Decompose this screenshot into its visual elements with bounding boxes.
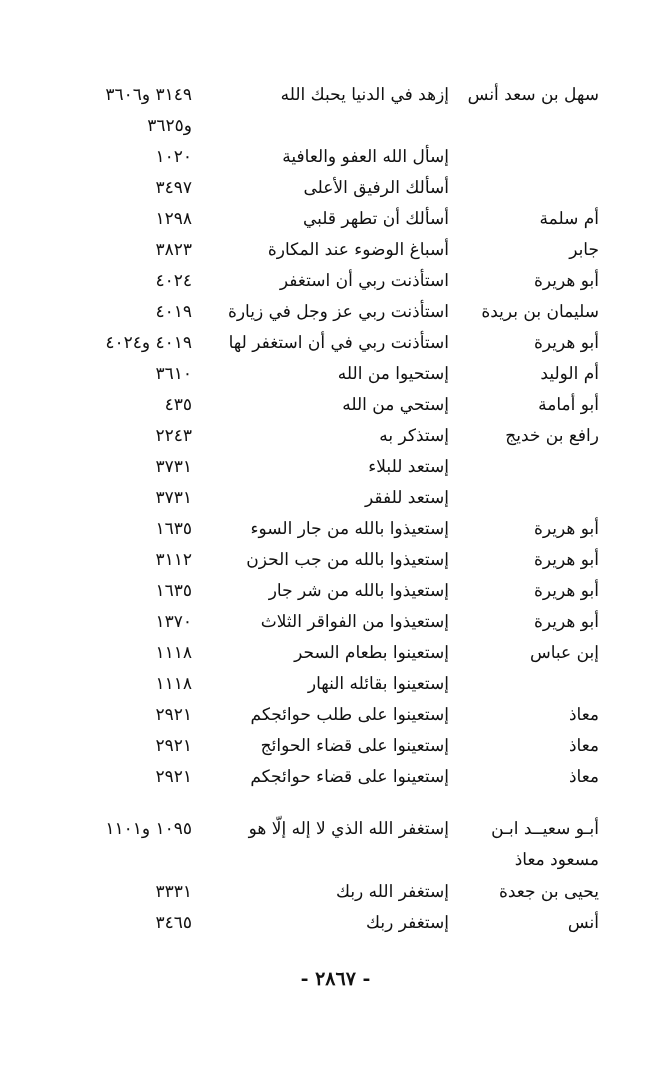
hadith-numbers: ٣٧٣١ (155, 488, 192, 508)
index-row (0, 142, 671, 172)
hadith-text: إستعينوا بطعام السحر (294, 643, 449, 663)
narrator: أبو هريرة (533, 333, 599, 353)
hadith-numbers: ٢٢٤٣ (155, 426, 192, 446)
hadith-numbers: ٣٤٩٧ (155, 178, 192, 198)
narrator: مسعود معاذ (514, 850, 599, 870)
hadith-numbers: ٤٠١٩ و٤٠٢٤ (105, 333, 192, 353)
hadith-text: إستعينوا بقائله النهار (307, 674, 449, 694)
hadith-numbers: ١٣٧٠ (155, 612, 192, 632)
index-row (0, 669, 671, 699)
narrator: سليمان بن بريدة (481, 302, 599, 322)
index-row (0, 452, 671, 482)
index-row (0, 607, 671, 637)
hadith-numbers: ٢٩٢١ (155, 736, 192, 756)
hadith-text (199, 111, 449, 141)
hadith-text: أسباغ الوضوء عند المكارة (267, 240, 449, 260)
narrator: أبو هريرة (533, 550, 599, 570)
narrator: معاذ (568, 736, 599, 756)
hadith-text: أسألك الرفيق الأعلى (303, 178, 449, 198)
index-row (0, 80, 671, 110)
hadith-numbers: ١٠٢٠ (155, 147, 192, 167)
hadith-text: إستعيذوا بالله من جب الحزن (246, 550, 449, 570)
narrator: معاذ (568, 705, 599, 725)
hadith-text: استأذنت ربي في أن استغفر لها (228, 333, 449, 353)
hadith-text: استأذنت ربي أن استغفر (279, 271, 449, 291)
hadith-text: إستعد للفقر (364, 488, 449, 508)
hadith-numbers: و٣٦٢٥ (147, 116, 192, 136)
hadith-text (199, 845, 449, 875)
narrator (459, 669, 599, 699)
hadith-numbers: ٤٣٥ (164, 395, 192, 415)
hadith-text: إستحي من الله (342, 395, 449, 415)
narrator: أبـو سعيــد ابـن (491, 819, 599, 839)
page-number: - ٢٨٦٧ - (300, 968, 371, 990)
hadith-numbers: ٣٤٦٥ (155, 913, 192, 933)
hadith-numbers: ٣٦١٠ (155, 364, 192, 384)
hadith-numbers: ١٢٩٨ (155, 209, 192, 229)
narrator: أم سلمة (539, 209, 599, 229)
index-row (0, 359, 671, 389)
hadith-numbers: ١١١٨ (155, 674, 192, 694)
hadith-text: إستعينوا على قضاء حوائجكم (250, 767, 449, 787)
hadith-numbers: ٢٩٢١ (155, 767, 192, 787)
index-row (0, 266, 671, 296)
hadith-numbers: ٣٣٣١ (155, 882, 192, 902)
narrator: أبو هريرة (533, 612, 599, 632)
hadith-text: إستعد للبلاء (368, 457, 449, 477)
index-row (0, 814, 671, 844)
hadith-text: إستذكر به (379, 426, 449, 446)
narrator (459, 173, 599, 203)
hadith-numbers: ٤٠٢٤ (155, 271, 192, 291)
index-row (0, 328, 671, 358)
hadith-text: إستعيذوا من الفواقر الثلاث (260, 612, 449, 632)
index-row (0, 483, 671, 513)
hadith-text: إستعينوا على قضاء الحوائج (260, 736, 449, 756)
narrator: جابر (569, 240, 599, 260)
hadith-text: إستغفر الله الذي لا إله إلّا هو (248, 819, 449, 839)
narrator: يحيى بن جعدة (498, 882, 599, 902)
index-row (0, 390, 671, 420)
index-row (0, 576, 671, 606)
index-row (0, 235, 671, 265)
index-row (0, 845, 671, 875)
hadith-numbers: ٣٧٣١ (155, 457, 192, 477)
hadith-numbers: ٢٩٢١ (155, 705, 192, 725)
index-row (0, 421, 671, 451)
hadith-numbers: ٣٨٢٣ (155, 240, 192, 260)
hadith-numbers: ٣١٤٩ و٣٦٠٦ (105, 85, 192, 105)
hadith-text: إزهد في الدنيا يحبك الله (280, 85, 449, 105)
hadith-numbers: ٣١١٢ (155, 550, 192, 570)
hadith-text: إستغفر ربك (366, 913, 449, 933)
hadith-numbers: ١٦٣٥ (155, 581, 192, 601)
narrator (459, 142, 599, 172)
index-row (0, 111, 671, 141)
narrator: رافع بن خديج (505, 426, 599, 446)
hadith-text: إستحيوا من الله (337, 364, 449, 384)
narrator (459, 452, 599, 482)
index-row (0, 545, 671, 575)
narrator: إبن عباس (529, 643, 599, 663)
hadith-text: إستغفر الله ربك (336, 882, 449, 902)
index-row (0, 762, 671, 792)
hadith-numbers: ١١١٨ (155, 643, 192, 663)
index-row (0, 173, 671, 203)
index-row (0, 297, 671, 327)
index-row (0, 908, 671, 938)
narrator (459, 483, 599, 513)
narrator: أبو أمامة (538, 395, 599, 415)
hadith-numbers (30, 845, 192, 875)
hadith-text: استأذنت ربي عز وجل في زيارة (227, 302, 449, 322)
hadith-text: إسأل الله العفو والعافية (282, 147, 449, 167)
index-row (0, 514, 671, 544)
narrator: سهل بن سعد أنس (467, 85, 599, 105)
narrator: أبو هريرة (533, 519, 599, 539)
narrator: أنس (567, 913, 599, 933)
index-row (0, 204, 671, 234)
hadith-text: إستعيذوا بالله من شر جار (268, 581, 449, 601)
narrator: أبو هريرة (533, 271, 599, 291)
narrator (459, 111, 599, 141)
index-row (0, 877, 671, 907)
hadith-text: إستعينوا على طلب حوائجكم (250, 705, 449, 725)
hadith-numbers: ٤٠١٩ (155, 302, 192, 322)
hadith-text: أسألك أن تطهر قلبي (302, 209, 449, 229)
index-row (0, 700, 671, 730)
narrator: معاذ (568, 767, 599, 787)
hadith-numbers: ١٦٣٥ (155, 519, 192, 539)
index-row (0, 638, 671, 668)
narrator: أم الوليد (540, 364, 599, 384)
hadith-numbers: ١٠٩٥ و١١٠١ (105, 819, 192, 839)
index-row (0, 731, 671, 761)
hadith-text: إستعيذوا بالله من جار السوء (250, 519, 449, 539)
narrator: أبو هريرة (533, 581, 599, 601)
